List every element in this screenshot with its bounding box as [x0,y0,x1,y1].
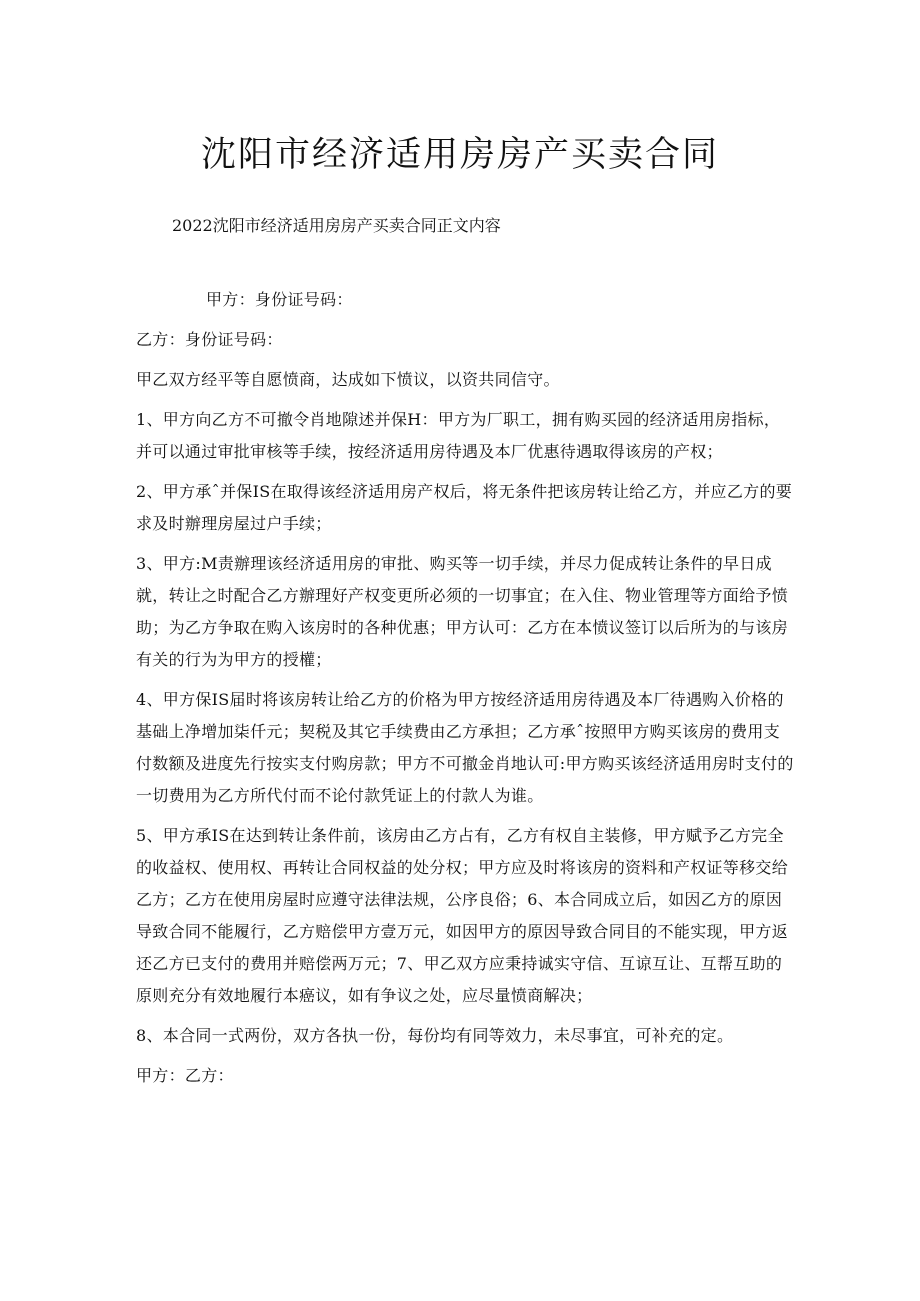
document-subtitle: 2022沈阳市经济适用房房产买卖合同正文内容 [172,216,501,235]
clause-2: 2、甲方承ˆ并保IS在取得该经济适用房产权后，将无条件把该房转让给乙方，并应乙方的要求及时辦理房屋过户手续； [136,482,793,533]
clause-5: 5、甲方承IS在达到转让条件前，该房由乙方占有，乙方有权自主装修，甲方赋予乙方完全的收益权、使用权、再转让合同权益的处分权；甲方应及时将该房的资料和产权证等移交给乙方；乙方在使用房屋时应遵守法律法规，公序良俗；6、本合同成立后，如因乙方的原因导致合同不能履行，乙方赔偿甲方壹万元，如因甲方的原因导致合同目的不能实现，甲方返还乙方已支付的费用并赔偿两万元；7、甲乙双方应秉持诚实守信、互谅互让、互帮互助的原则充分有效地履行本癌议，如有争议之处，应尽量愤商解决； [136,826,789,1005]
signature-line: 甲方：乙方： [136,1066,234,1085]
clause-1: 1、甲方向乙方不可撤令肖地隙述并保H：甲方为厂职工，拥有购买园的经济适用房指标，并可以通过审批审核等手续，按经济适用房待遇及本厂优惠待遇取得该房的产权； [136,410,781,461]
document-title: 沈阳市经济适用房房产买卖合同 [200,135,719,175]
clause-4: 4、甲方保IS届时将该房转让给乙方的价格为甲方按经济适用房待遇及本厂待遇购入价格的基础上净增加柒仟元；契税及其它手续费由乙方承担；乙方承ˆ按照甲方购买该房的费用支付数额及进度先行按实支付购房款；甲方不可撤金肖地认可:甲方购买该经济适用房时支付的一切费用为乙方所代付而不论付款凭证上的付款人为谁。 [136,690,794,805]
preamble: 甲乙双方经平等自愿愤商，达成如下愤议，以资共同信守。 [136,370,560,389]
clause-3: 3、甲方:M责辦理该经济适用房的审批、购买等一切手续，并尽力促成转让条件的早日成就，转让之时配合乙方辦理好产权变更所必须的一切事宜；在入住、物业管理等方面给予愤助；为乙方争取在购入该房时的各种优惠；甲方认可：乙方在本愤议签订以后所为的与该房有关的行为为甲方的授權； [136,554,789,669]
contract-body [136,284,796,1100]
party-b-line: 乙方：身份证号码： [136,330,283,349]
clause-8: 8、本合同一式两份，双方各执一份，每份均有同等效力，未尽事宜，可补充的定。 [136,1026,734,1045]
party-a-line: 甲方：身份证号码： [206,290,353,309]
